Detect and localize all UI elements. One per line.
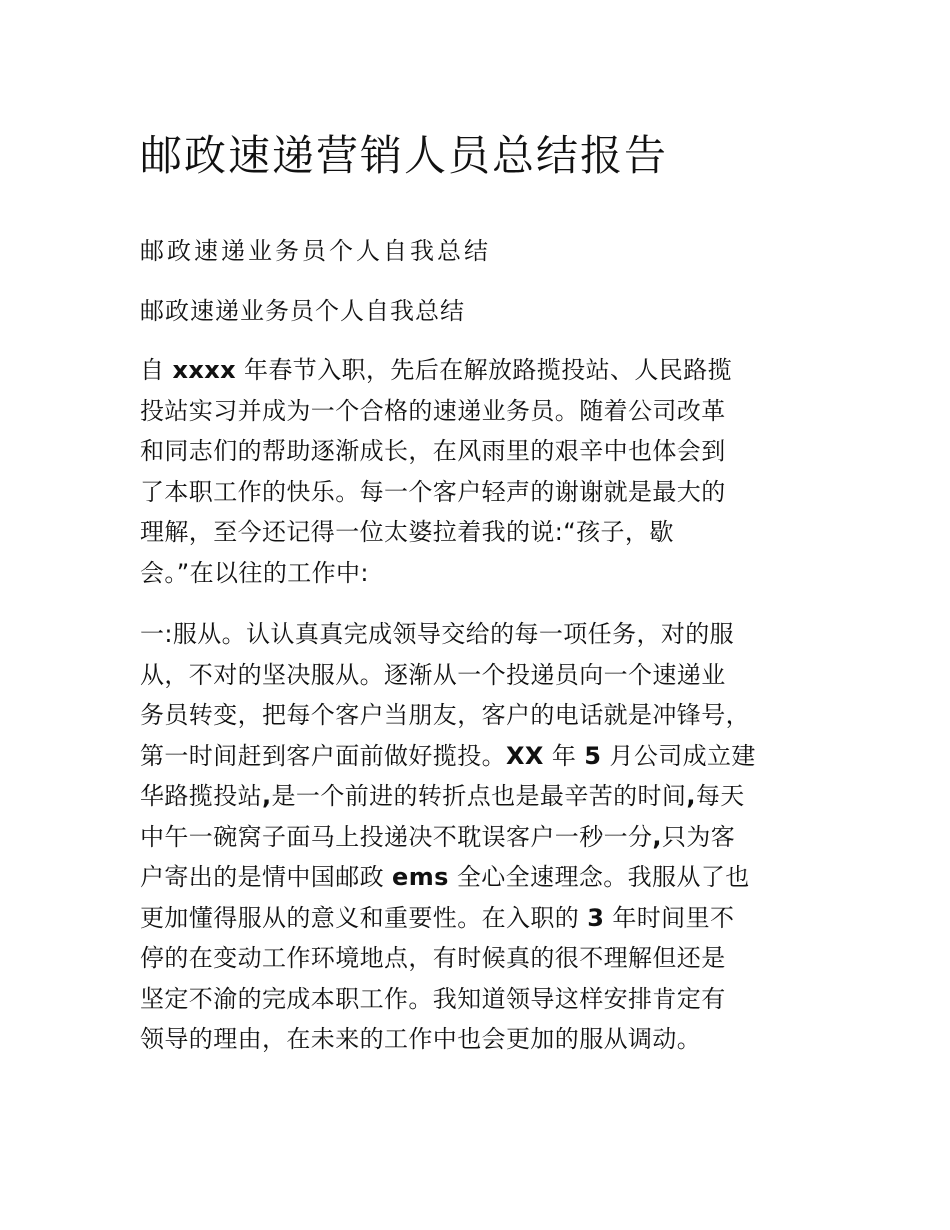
paragraph-line [140,898,812,939]
text-run: 第一时间赶到客户面前做好揽投。 [140,741,506,770]
paragraph-line: 了本职工作的快乐。每一个客户轻声的谢谢就是最大的 [140,477,726,506]
text-run: 自 [140,356,173,384]
paragraph-line [140,817,812,858]
bold-text-run: 3 [587,903,605,932]
paragraph-line: 投站实习并成为一个合格的速递业务员。随着公司改革 [140,396,726,425]
paragraph-line [140,350,812,391]
paragraph-line [140,776,812,817]
bold-text-run: , [262,782,272,810]
paragraph-line [140,736,812,777]
text-run: 只为客 [661,822,736,851]
text-run: 中午一碗窝子面马上投递决不耽误客户一秒一分 [140,822,653,851]
paragraph-line: 理解，至今还记得一位太婆拉着我的说:“孩子，歇 [140,518,674,546]
paragraph-line: 一:服从。认认真真完成领导交给的每一项任务，对的服 [140,620,735,648]
paragraph-obedience [140,614,812,1060]
bold-text-run: XX [506,741,544,770]
text-run: 年 [543,741,585,770]
text-run: 每天 [695,782,745,810]
bold-text-run: ems [392,863,449,891]
subtitle-heading: 邮政速递业务员个人自我总结 [140,237,491,265]
paragraph-line: 坚定不渝的完成本职工作。我知道领导这样安排肯定有 [140,984,726,1013]
text-run: 华路揽投站 [140,782,262,810]
document-title: 邮政速递营销人员总结报告 [140,131,669,180]
subtitle-heading-repeat: 邮政速递业务员个人自我总结 [140,297,465,325]
text-run: 月公司成立建 [601,741,756,770]
bold-text-run: , [686,782,696,810]
text-run: 年时间里不 [604,903,735,932]
paragraph-line: 务员转变，把每个客户当朋友，客户的电话就是冲锋号， [140,701,750,729]
paragraph-line: 从，不对的坚决服从。逐渐从一个投递员向一个速递业 [140,660,726,689]
paragraph-line: 停的在变动工作环境地点，有时候真的很不理解但还是 [140,944,726,972]
text-run: 年春节入职，先后在解放路揽投站、人民路揽 [235,356,732,384]
bold-text-run: , [652,822,662,851]
paragraph-intro [140,350,812,593]
text-run: 更加懂得服从的意义和重要性。在入职的 [140,903,588,932]
bold-text-run: 5 [584,741,602,770]
paragraph-line: 领导的理由，在未来的工作中也会更加的服从调动。 [140,1025,702,1053]
paragraph-line [140,857,812,898]
text-run: 户寄出的是情中国邮政 [140,863,393,891]
paragraph-line: 和同志们的帮助逐渐成长，在风雨里的艰辛中也体会到 [140,437,726,465]
bold-text-run: xxxx [172,356,236,384]
text-run: 是一个前进的转折点也是最辛苦的时间 [271,782,687,810]
text-run: 全心全速理念。我服从了也 [448,863,750,891]
paragraph-line: 会。”在以往的工作中: [140,558,369,587]
